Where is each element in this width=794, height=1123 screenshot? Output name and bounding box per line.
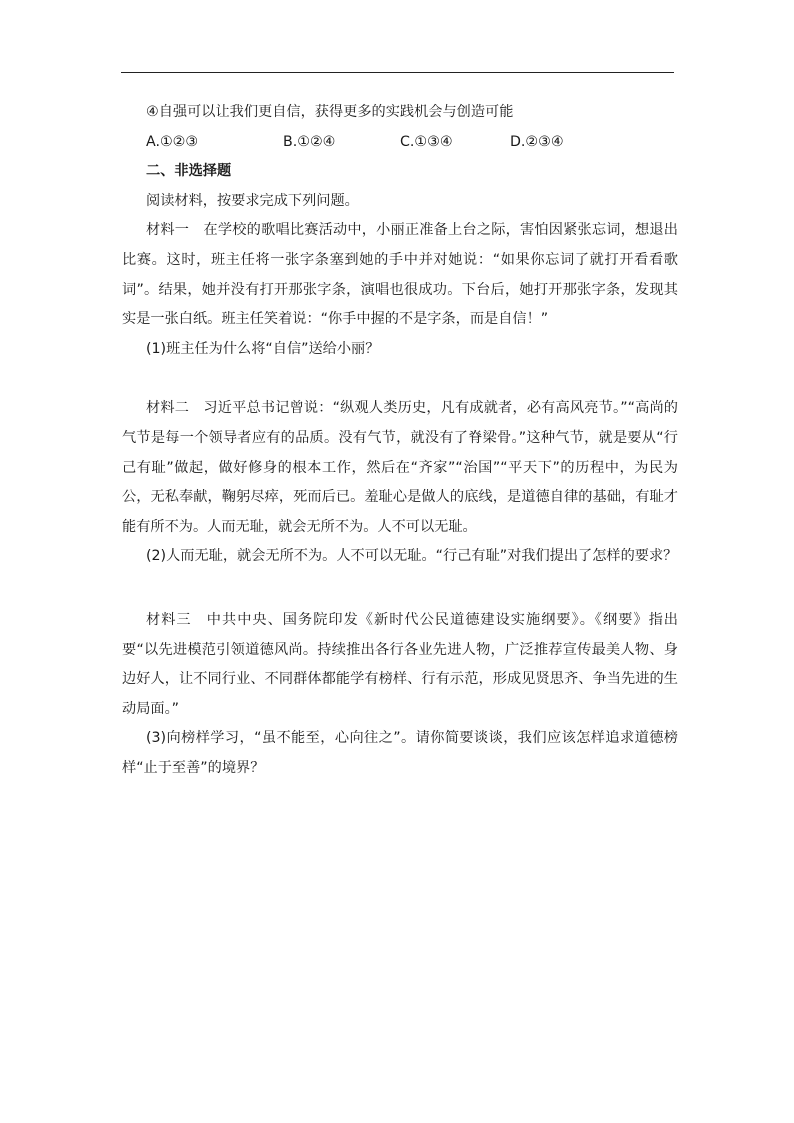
option-d: D.②③④ <box>510 133 564 150</box>
option-c: C.①③④ <box>400 133 453 150</box>
section-title: 二、非选择题 <box>146 163 232 180</box>
option-b: B.①②④ <box>283 133 336 150</box>
question-1: (1)班主任为什么将“自信”送给小丽？ <box>146 340 380 357</box>
question-3: (3)向榜样学习，“虽不能至，心向往之”。请你简要谈谈，我们应该怎样追求道德榜样“止于至善”的境界？ <box>122 730 678 776</box>
answer-options <box>122 128 678 158</box>
header-rule <box>121 72 674 73</box>
choice-item-4: ④自强可以让我们更自信，获得更多的实践机会与创造可能 <box>146 104 514 120</box>
document-body <box>122 98 678 783</box>
material-1: 材料一 在学校的歌唱比赛活动中，小丽正准备上台之际，害怕因紧张忘词，想退出比赛。这时，班主任将一张字条塞到她的手中并对她说：“如果你忘词了就打开看看歌词”。结果，她并没有打开那张字条，演唱也很成功。下台后，她打开那张字条，发现其实是一张白纸。班主任笑着说：“你手中握的不是字条，而是自信！” <box>122 222 678 328</box>
answer-space-2 <box>122 572 678 606</box>
question-2: (2)人而无耻，就会无所不为。人不可以无耻。“行己有耻”对我们提出了怎样的要求？ <box>146 548 678 565</box>
option-a: A.①②③ <box>146 133 199 150</box>
material-2: 材料二 习近平总书记曾说：“纵观人类历史，凡有成就者，必有高风亮节。”“高尚的气节是每一个领导者应有的品质。没有气节，就没有了脊梁骨。”这种气节，就是要从“行己有耻”做起，做好修身的根本工作，然后在“齐家”“治国”“平天下”的历程中，为民为公，无私奉献，鞠躬尽瘁，死而后已。羞耻心是做人的底线，是道德自律的基础，有耻才能有所不为。人而无耻，就会无所不为。人不可以无耻。 <box>122 400 678 535</box>
answer-space-1 <box>122 364 678 394</box>
instruction: 阅读材料，按要求完成下列问题。 <box>146 192 359 209</box>
material-3: 材料三 中共中央、国务院印发《新时代公民道德建设实施纲要》。《纲要》指出要“以先进模范引领道德风尚。持续推出各行各业先进人物，广泛推荐宣传最美人物、身边好人，让不同行业、不同群体都能学有榜样、行有示范，形成见贤思齐、争当先进的生动局面。” <box>122 611 678 717</box>
